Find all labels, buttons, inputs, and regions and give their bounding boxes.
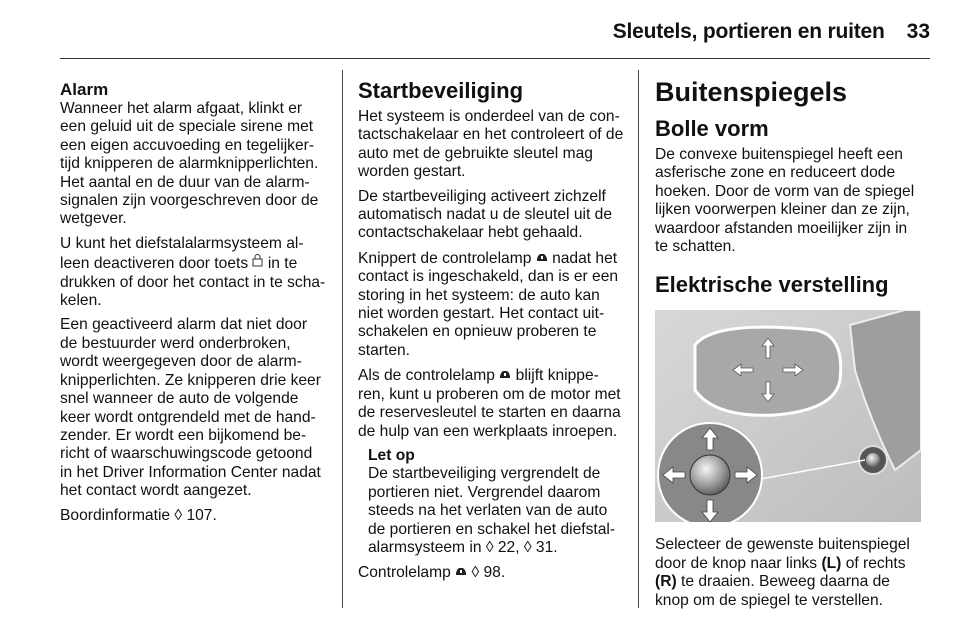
section-heading-startbeveiliging: Startbeveiliging [358, 78, 524, 103]
paragraph: Het systeem is onderdeel van de con-tactschakelaar en het controleert of de auto met de gebruikte sleutel mag worden gestart. [358, 108, 624, 181]
column-divider [342, 70, 343, 608]
text: blijft knippe-ren, kunt u proberen om de motor met de reservesleutel te starten en daarna de hulp van een werkplaats inroepen. [358, 367, 621, 440]
column-alarm [60, 70, 328, 531]
text: Selecteer de gewenste buitenspiegel door de knop naar links [655, 536, 910, 572]
text: U kunt het diefstalalarmsysteem al-leen deactiveren door toets [60, 234, 304, 273]
note-text: De startbeveiliging vergrendelt de portieren niet. Vergrendel daarom steeds na het verlaten van de auto de portieren en schakel het diefstal-alarmsysteem in ◊ 22, ◊ 31. [368, 465, 616, 556]
paragraph [358, 366, 624, 441]
subheading-bolle-vorm: Bolle vorm [655, 116, 769, 141]
paragraph: De startbeveiliging activeert zichzelf automatisch nadat u de sleutel uit de contactschakelaar hebt gehaald. [358, 187, 612, 242]
car-key-icon [536, 249, 548, 267]
cross-reference[interactable]: Boordinformatie ◊ 107. [60, 506, 217, 524]
cross-reference[interactable]: ◊ 98. [471, 564, 506, 582]
page-number: 33 [906, 20, 930, 43]
text: Als de controlelamp [358, 367, 495, 385]
text: in te drukken of door het contact in te scha-kelen. [60, 255, 326, 310]
key-label-right: (R) [655, 573, 677, 591]
column-buitenspiegels [655, 70, 921, 616]
column-startbeveiliging [358, 70, 624, 589]
paragraph [358, 563, 624, 582]
note-box [358, 447, 624, 557]
paragraph: Een geactiveerd alarm dat niet door de bestuurder werd onderbroken, wordt weergegeven door de alarm-knipperlichten. Ze knipperen drie keer snel wanneer de auto de volgende keer wordt ontgrendeld met de hand-zender. Er wordt een bijkomend be-richt of waarschuwingscode getoond in het Driver Information Center nadat het contact wordt aangezet. [60, 316, 321, 500]
text: te draaien. Beweeg daarna de knop om de spiegel te verstellen. [655, 573, 890, 609]
subheading-elektrische-verstelling: Elektrische verstelling [655, 272, 889, 298]
paragraph [60, 235, 328, 311]
text: Controlelamp [358, 564, 451, 582]
page-header [613, 14, 930, 50]
column-divider [638, 70, 639, 608]
header-title: Sleutels, portieren en ruiten [612, 20, 885, 43]
paragraph [358, 249, 624, 360]
padlock-icon [252, 253, 263, 272]
key-label-left: (L) [821, 554, 842, 572]
car-key-icon [455, 563, 467, 581]
mirror-adjustment-illustration [655, 310, 921, 522]
paragraph: De convexe buitenspiegel heeft een asferische zone en reduceert dode hoeken. Door de vorm van de spiegel lijken voorwerpen kleiner dan ze zijn, waardoor afstanden moeilijker zijn in te schatten. [655, 146, 915, 256]
paragraph [655, 536, 921, 610]
paragraph: Wanneer het alarm afgaat, klinkt er een geluid uit de speciale sirene met een eigen accuvoeding en tegelijker-tijd knipperen de alarmknipperlichten. Het aantal en de duur van de alarm-signalen zijn voorgeschreven door de wetgever. [60, 100, 319, 228]
section-heading-buitenspiegels: Buitenspiegels [655, 77, 848, 107]
text: nadat het contact is ingeschakeld, dan is er een storing in het systeem: de auto kan niet worden gestart. Het contact uit-schakelen en opnieuw proberen te starten. [358, 249, 619, 359]
text: of rechts [845, 554, 906, 572]
header-rule [60, 58, 930, 59]
text: Knippert de controlelamp [358, 249, 532, 267]
section-heading-alarm: Alarm [60, 80, 109, 99]
car-key-icon [499, 366, 511, 384]
note-title: Let op [368, 446, 415, 464]
